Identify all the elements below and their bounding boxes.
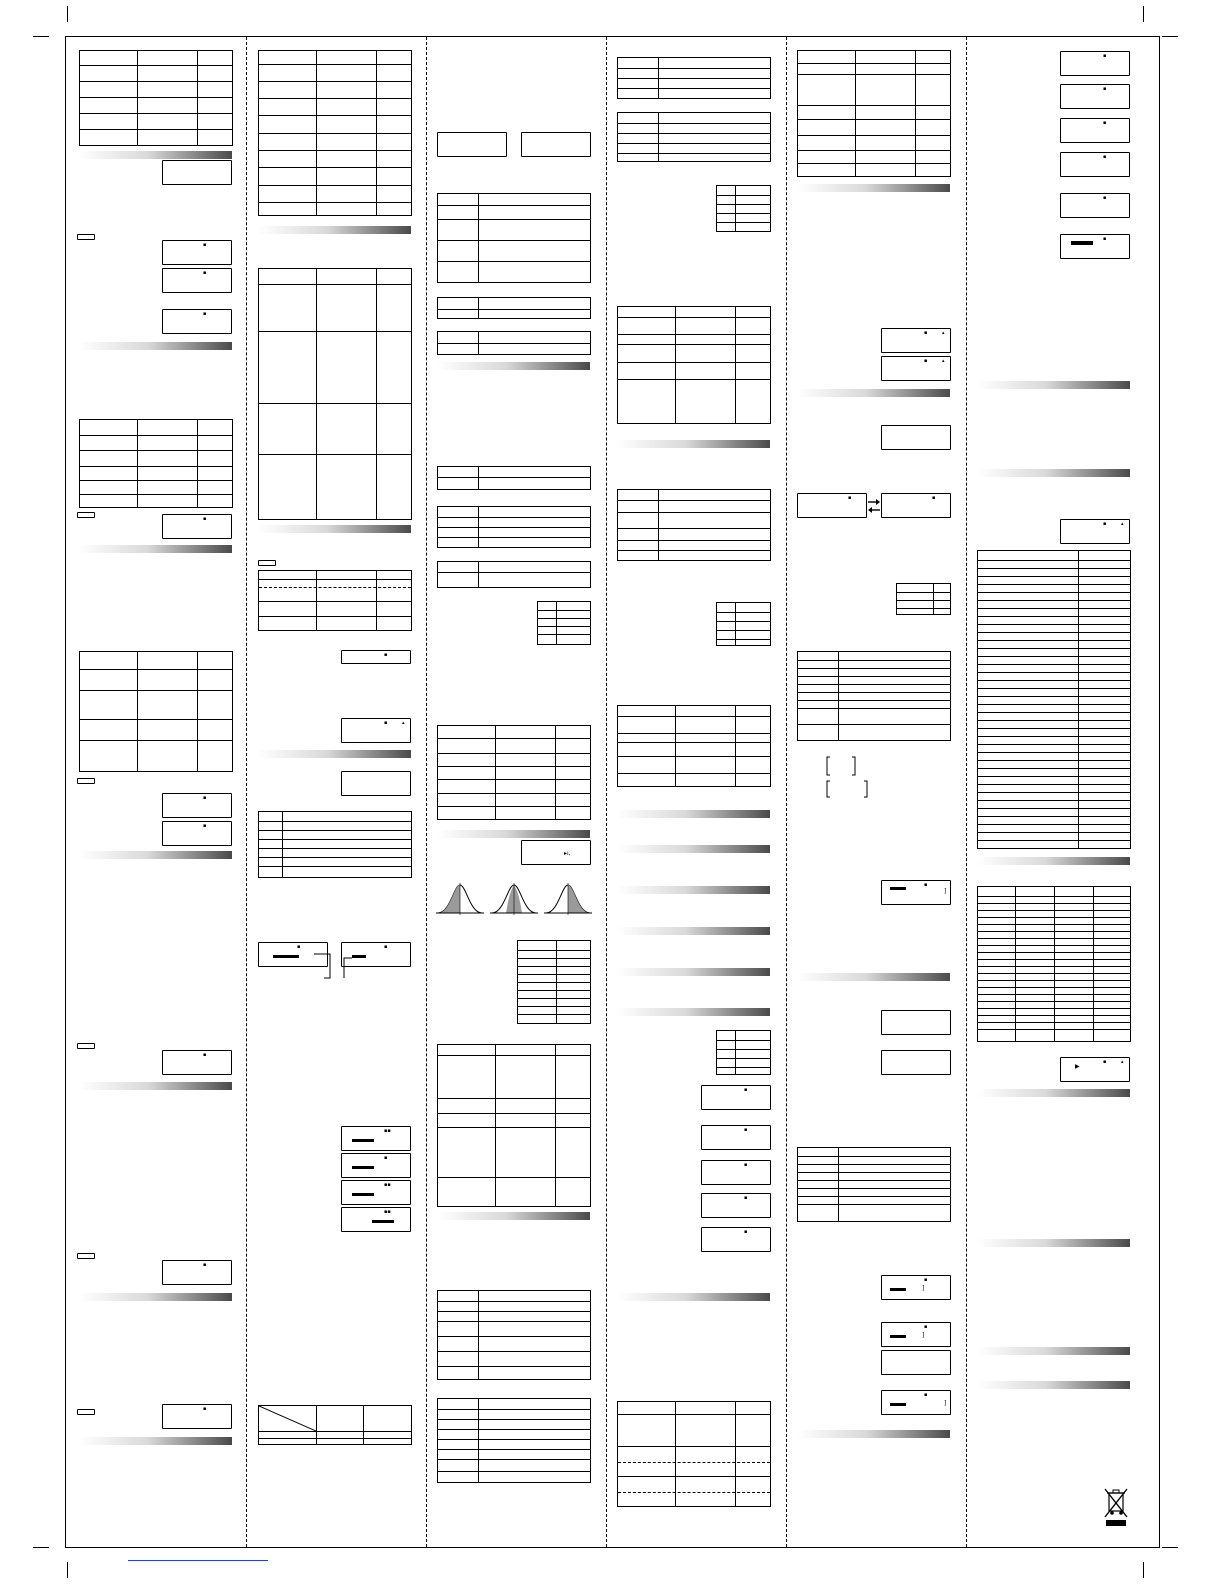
crossed-out-wheelie-bin-icon (1103, 1487, 1129, 1527)
section-header-bar (79, 1437, 232, 1445)
section-header-bar (437, 1212, 590, 1220)
table (79, 50, 233, 146)
lcd-display: ▪ (881, 493, 951, 518)
section-header-bar (617, 810, 770, 818)
section-header-bar (79, 545, 232, 553)
example-tag (77, 778, 95, 784)
lcd-display: ▪▪ (341, 1207, 411, 1232)
table (258, 811, 412, 878)
table (258, 1405, 412, 1445)
section-header-bar (977, 469, 1130, 477)
table (258, 268, 412, 520)
section-header-bar (977, 1347, 1130, 1355)
lcd-display: ▪ ] (881, 880, 951, 905)
section-header-bar (797, 1430, 950, 1438)
lcd-display: ▪ (162, 1260, 232, 1285)
matrix-bracket-icon (826, 756, 856, 776)
column-divider (966, 37, 967, 1547)
table (258, 50, 412, 216)
table (517, 940, 591, 1024)
section-header-bar (437, 830, 590, 838)
example-tag (77, 234, 95, 240)
table (617, 306, 771, 424)
lcd-display: ▪ (1060, 84, 1130, 109)
section-header-bar (258, 525, 411, 533)
section-header-bar (977, 1381, 1130, 1389)
crop-mark (33, 36, 49, 37)
matrix-bracket-icon (826, 780, 868, 798)
swap-arrows-icon (867, 498, 881, 514)
lcd-display: ▪▪ (341, 1126, 411, 1151)
lcd-display: ▪ (258, 942, 328, 967)
section-header-bar (977, 1239, 1130, 1247)
section-header-bar (617, 1008, 770, 1016)
table (896, 583, 951, 615)
normal-distribution-curve (436, 883, 484, 915)
lcd-display: ▪ (701, 1193, 771, 1218)
lcd-display (881, 1050, 951, 1075)
crop-mark (1143, 6, 1144, 22)
lcd-display: ▪ ▴ (341, 718, 411, 743)
crop-mark (1162, 1547, 1178, 1548)
lcd-display: ▪ (341, 942, 411, 967)
table (716, 185, 771, 232)
lcd-display: ▪ (162, 240, 232, 265)
lcd-display: ▪ (341, 1153, 411, 1178)
section-header-bar (977, 1089, 1130, 1097)
table (716, 1030, 771, 1075)
table (617, 705, 771, 787)
lcd-display (881, 1010, 951, 1035)
lcd-display (521, 132, 591, 157)
crop-mark (33, 1547, 49, 1548)
table (537, 601, 591, 645)
table (437, 725, 591, 820)
table (617, 112, 771, 162)
section-header-bar (79, 342, 232, 350)
table (437, 1398, 591, 1483)
section-header-bar (797, 389, 950, 397)
section-header-bar (79, 851, 232, 859)
section-header-bar (258, 750, 411, 758)
lcd-display: ▪ (701, 1227, 771, 1252)
section-header-bar (617, 845, 770, 853)
lcd-display: ▪ (1060, 152, 1130, 177)
lcd-display: ▪ (1060, 193, 1130, 218)
table (797, 50, 951, 177)
lcd-display: ▪ (701, 1085, 771, 1110)
table (437, 506, 591, 548)
lcd-display: ▪ ] (881, 1390, 951, 1415)
table (617, 1401, 771, 1507)
lcd-display: ▪ (162, 514, 232, 539)
example-tag (77, 512, 95, 518)
table (79, 419, 233, 508)
table (437, 466, 591, 490)
section-header-bar (617, 440, 770, 448)
lcd-display: ▪ (162, 1404, 232, 1429)
table (437, 193, 591, 283)
section-header-bar (977, 381, 1130, 389)
section-header-bar (79, 151, 232, 159)
table (617, 57, 771, 99)
example-tag (77, 1409, 95, 1415)
lcd-display: ▪ ▴ (881, 328, 951, 353)
section-header-bar (797, 184, 950, 192)
lcd-display: ▪▪ (341, 1180, 411, 1205)
lcd-display: ▪ ▴ (881, 356, 951, 381)
section-header-bar (617, 927, 770, 935)
lcd-display: ▪ (341, 650, 411, 664)
crop-mark (1162, 36, 1178, 37)
lcd-display: ▸ı, (521, 840, 591, 865)
section-header-bar (79, 1082, 232, 1090)
normal-distribution-curve (544, 883, 592, 915)
lcd-display: ▪ (1060, 118, 1130, 143)
column-divider (426, 37, 427, 1547)
lcd-display: ▪ (1060, 51, 1130, 76)
table (797, 1147, 951, 1222)
crop-mark (67, 1562, 68, 1578)
lcd-display: ▪ (162, 309, 232, 334)
lcd-display: ▪ (162, 821, 232, 846)
section-header-bar (617, 1293, 770, 1301)
lcd-display (341, 771, 411, 796)
section-header-bar (258, 226, 411, 234)
lcd-display: ▪ (701, 1160, 771, 1185)
lcd-display (162, 160, 232, 185)
lcd-display (881, 425, 951, 450)
lcd-display: ▪ (162, 1050, 232, 1075)
section-header-bar (617, 886, 770, 894)
table (437, 297, 591, 319)
lcd-display (437, 132, 507, 157)
lcd-display (881, 1350, 951, 1375)
section-header-bar (977, 857, 1130, 865)
lcd-display: ▪ ] (881, 1275, 951, 1300)
lcd-display: ▪ (162, 793, 232, 818)
column-divider (606, 37, 607, 1547)
table (437, 561, 591, 588)
section-header-bar (617, 968, 770, 976)
table (437, 1290, 591, 1380)
lcd-display: ▪ (1060, 234, 1130, 259)
section-header-bar (797, 973, 950, 981)
example-tag (258, 560, 276, 566)
lcd-display: ▪ ] (881, 1322, 951, 1347)
table (977, 550, 1131, 849)
example-tag (77, 1253, 95, 1259)
example-tag (77, 1043, 95, 1049)
table (977, 886, 1131, 1042)
section-header-bar (79, 1293, 232, 1301)
table (716, 602, 771, 646)
table (797, 651, 951, 741)
crop-mark (67, 6, 68, 22)
table (437, 1044, 591, 1207)
table (79, 651, 233, 772)
table (617, 489, 771, 561)
footer-url-underline (128, 1560, 268, 1561)
column-divider (246, 37, 247, 1547)
lcd-display: ▪ (797, 493, 867, 518)
lcd-display: ▪ ▴ (1060, 519, 1130, 544)
lcd-display: ▪ (162, 268, 232, 293)
lcd-display: ▪ (701, 1125, 771, 1150)
normal-distribution-curve (490, 883, 538, 915)
crop-mark (1143, 1562, 1144, 1578)
lcd-display: ▶ ▪ ▴ (1060, 1057, 1130, 1082)
table (437, 331, 591, 355)
section-header-bar (437, 362, 590, 370)
column-divider (786, 37, 787, 1547)
table (258, 570, 412, 631)
